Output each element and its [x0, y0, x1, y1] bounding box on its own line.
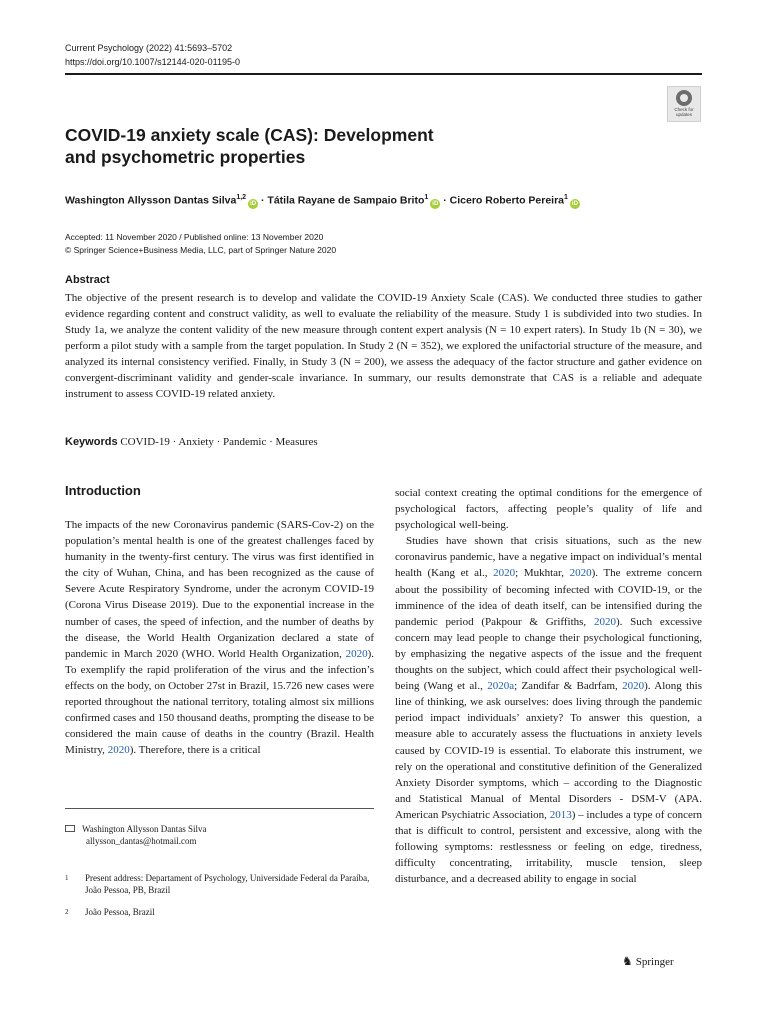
header-rule — [65, 73, 702, 75]
title-line-1: COVID-19 anxiety scale (CAS): Development — [65, 125, 434, 145]
footnote-2 — [65, 906, 374, 920]
mail-icon — [65, 825, 75, 832]
citation-link[interactable]: 2020 — [569, 567, 592, 580]
intro-paragraph-1-continued: social context creating the optimal conditions for the emergence of psychological factors, affecting people’s quality of life and psychological well-being. — [395, 487, 702, 532]
citation-link[interactable]: 2013 — [549, 808, 572, 821]
body-text: ; Mukhtar, — [515, 567, 570, 580]
footnote-number: 1 — [65, 874, 69, 882]
springer-horse-icon: ♞ — [622, 954, 633, 968]
article-title — [65, 124, 625, 168]
copyright-notice: © Springer Science+Business Media, LLC, part of Springer Nature 2020 — [65, 245, 337, 255]
intro-paragraph-2 — [395, 533, 702, 887]
title-line-2: and psychometric properties — [65, 147, 306, 167]
citation-link[interactable]: 2020 — [622, 680, 645, 693]
intro-paragraph-1 — [65, 517, 374, 758]
body-text: ; Zandifar & Badrfam, — [514, 680, 623, 693]
publisher-name: Springer — [635, 956, 674, 968]
abstract-heading: Abstract — [65, 274, 110, 286]
body-text: Studies have shown that crisis situations, such as the new coronavirus pandemic, have a negative impact on individual’s mental health (Kang et al., — [395, 535, 702, 580]
author-name[interactable]: Washington Allysson Dantas Silva — [65, 194, 237, 207]
body-text: ). To exemplify the rapid proliferation of the virus and the infection’s effects on the body, on October 27st in Brazil, 15.726 new cases were reported throughout the national territory, totaling almost six millions confirmed cases and 150 thousand deaths, prompting the disease to be considered the main cause of deaths in the country (Brazil. Health Ministry, — [65, 647, 374, 757]
body-text: ). Along this line of thinking, we ask ourselves: does living through the pandemic period impact individuals’ anxiety? To answer this question, a measure able to accurately assess the fluctuations in anxiety levels caused by COVID-19 is essential. To elaborate this instrument, we rely on the operational and constitutive definition of the Generalized Anxiety Disorder symptoms, which – according to the Diagnostic and Statistical Manual of Mental Disorders - DSM-V (APA. American Psychiatric Association, — [395, 680, 702, 821]
author-list — [65, 191, 705, 209]
body-column-right — [395, 485, 702, 887]
orcid-icon[interactable]: iD — [571, 200, 578, 207]
citation-link[interactable]: 2020 — [107, 744, 130, 757]
author-affiliation: 1 — [424, 194, 429, 201]
keywords-list: COVID-19 · Anxiety · Pandemic · Measures — [120, 436, 318, 448]
keywords-label: Keywords — [65, 436, 118, 448]
check-for-updates-badge[interactable] — [667, 86, 701, 122]
author-name[interactable]: Cicero Roberto Pereira — [449, 194, 565, 207]
author-affiliation: 1 — [564, 194, 568, 201]
footnote-1 — [65, 872, 374, 896]
orcid-icon[interactable]: iD — [432, 200, 439, 207]
keywords — [65, 434, 318, 450]
author-affiliation: 1,2 — [236, 194, 247, 201]
citation-link[interactable]: 2020 — [345, 647, 368, 660]
doi-link[interactable]: https://doi.org/10.1007/s12144-020-01195-0 — [65, 57, 240, 67]
footnote-rule — [65, 808, 374, 809]
publisher-footer — [622, 954, 674, 969]
crossmark-label-2: updates — [675, 112, 692, 117]
crossmark-icon — [676, 90, 692, 106]
footnote-text: João Pessoa, Brazil — [85, 907, 155, 917]
footnote-number: 2 — [65, 908, 69, 916]
crossmark-label-1: Check for — [674, 107, 694, 112]
body-column-left — [65, 517, 374, 758]
author-separator: · — [261, 194, 265, 207]
publication-dates: Accepted: 11 November 2020 / Published online: 13 November 2020 — [65, 232, 324, 242]
citation-link[interactable]: 2020 — [593, 615, 616, 628]
author-separator: · — [443, 194, 447, 207]
body-text: The impacts of the new Coronavirus pandemic (SARS-Cov-2) on the population’s mental health is one of the greatest challenges faced by humanity in the twenty-first century. The virus was first identified in the city of Wuhan, China, and has been recognized as the cause of Severe Acute Respiratory Syndrome, under the acronym COVID-19 (Corona Virus Disease 2019). Due to the exponential increase in the number of cases, the speed of infection, and the number of deaths by the disease, the World Health Organization declared a state of pandemic in March 2020 (WHO. World Health Organization, — [65, 519, 374, 660]
citation-link[interactable]: 2020 — [493, 567, 516, 580]
body-text: ) – includes a type of concern that is difficult to control, persistent and excessive, along with the following symptoms: restlessness or feeling on edge, tiredness, difficulty concentrating, irritability, muscle tension, sleep disturbance, and a decreased ability to engage in social — [395, 808, 703, 886]
corresponding-author-name: Washington Allysson Dantas Silva — [82, 824, 207, 834]
footnote-text: Present address: Departament of Psychology, Universidade Federal da Paraíba, João Pessoa, PB, Brazil — [85, 873, 370, 895]
abstract-text: The objective of the present research is to develop and validate the COVID-19 Anxiety Scale (CAS). We conducted three studies to gather evidence regarding content and construct validity, as well to evaluate the reliability of the measure. Study 1 is subdivided into two studies. In Study 1a, we analyze the content validity of the new measure through content expert analysis (N = 10 expert raters). In Study 1b (N = 30), we perform a pilot study with a sample from the target population. In Study 2 (N = 352), we explored the unifactorial structure of the measure, and analyzed its internal consistency verified. Finally, in Study 3 (N = 200), we assess the adequacy of the factor structure and gather evidence on convergent-discriminant validity and gender-scale invariance. In summary, our results demonstrate that CAS is a reliable and adequate instrument to assess COVID-19 related anxiety. — [65, 292, 702, 400]
corresponding-author-email[interactable]: allysson_dantas@hotmail.com — [86, 836, 197, 846]
orcid-icon[interactable]: iD — [250, 200, 257, 207]
body-text: ). The extreme concern about the possibility of becoming infected with COVID-19, or the imminence of the idea of death itself, can be intensified during the pandemic period (Pakpour & Griffiths, — [395, 567, 703, 628]
section-heading-introduction: Introduction — [65, 483, 141, 498]
corresponding-author — [65, 823, 207, 847]
citation-link[interactable]: 2020a — [487, 680, 515, 693]
journal-citation: Current Psychology (2022) 41:5693–5702 — [65, 43, 233, 53]
author-name[interactable]: Tátila Rayane de Sampaio Brito — [267, 194, 425, 207]
body-text: ). Therefore, there is a critical — [129, 744, 261, 757]
body-text: ). Such excessive concern may lead people to change their psychological functioning, by emphasizing the negative aspects of the issue and the frequent thoughts on the subject, which could affect their psychological well-being (Wang et al., — [395, 615, 702, 693]
